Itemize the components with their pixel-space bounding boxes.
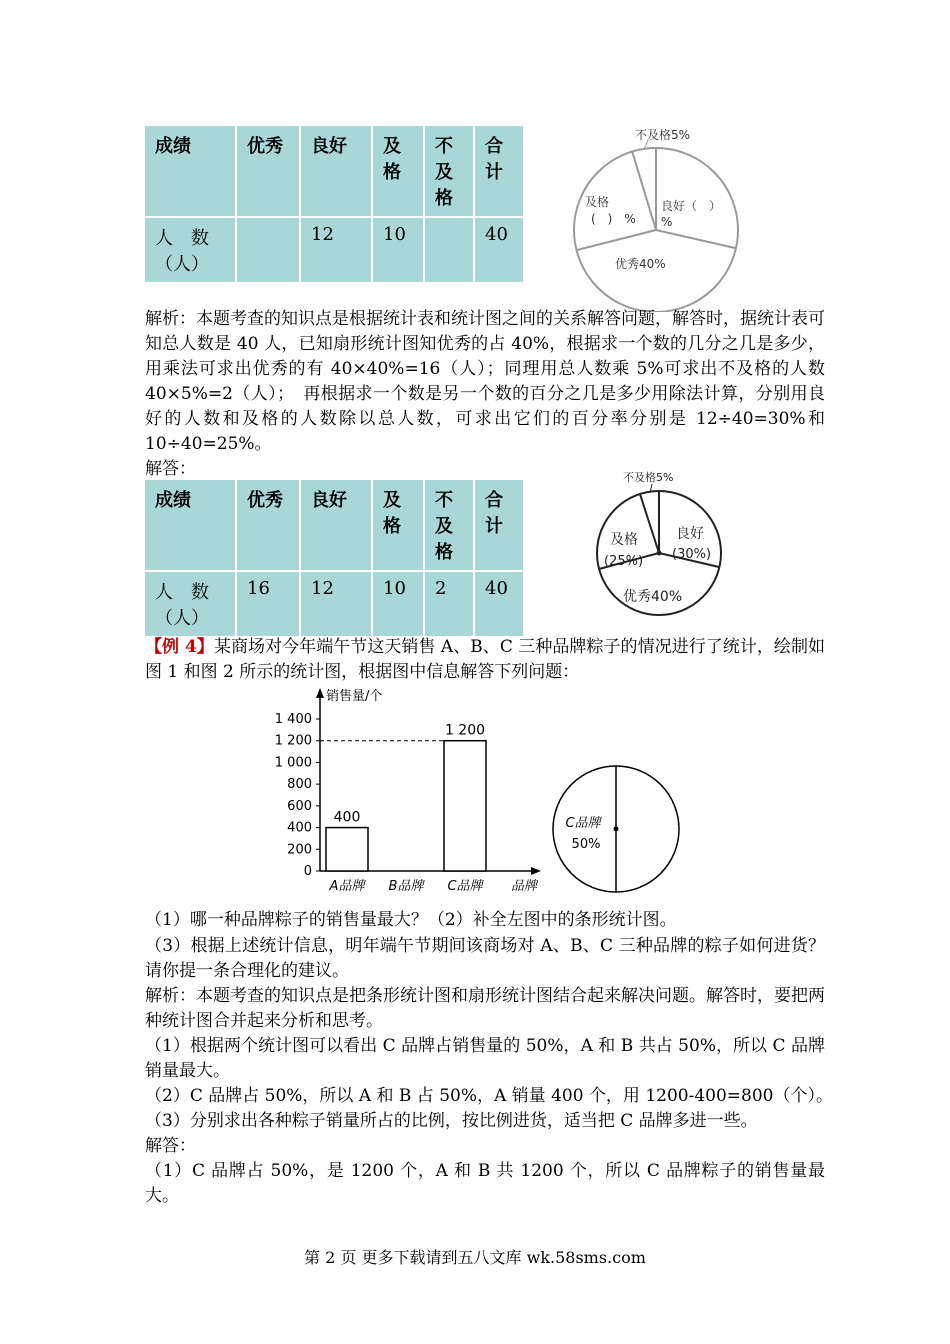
pie-center-dot xyxy=(614,827,619,832)
y-tick-label: 1 200 xyxy=(274,733,312,749)
header-cell: 优秀 xyxy=(236,125,300,217)
table-cell xyxy=(236,217,300,283)
score-table-answer xyxy=(143,478,525,638)
answer-label: 解答： xyxy=(145,1136,196,1156)
y-tick-label: 600 xyxy=(287,798,312,814)
example-4-intro xyxy=(145,635,825,685)
x-tick-label: A品牌 xyxy=(329,879,365,894)
bar-2 xyxy=(444,741,486,871)
analysis-point-2: （2）C 品牌占 50%，所以 A 和 B 占 50%，A 销量 400 个，用 1200-400=800（个）。 xyxy=(145,1086,833,1106)
row-label: 人 数 （人） xyxy=(144,217,236,283)
header-cell: 及 格 xyxy=(372,125,424,217)
header-cell: 及 格 xyxy=(372,479,424,571)
table-cell: 2 xyxy=(424,571,474,637)
pie-label-good: 良好（ ） xyxy=(661,199,722,213)
pie-label-pass: 及格 xyxy=(585,195,610,209)
y-tick-label: 400 xyxy=(287,820,312,836)
table-cell: 40 xyxy=(474,571,524,637)
example-tag: 【例 4】 xyxy=(145,637,214,657)
y-tick-label: 1 000 xyxy=(274,755,312,771)
y-axis-arrow xyxy=(316,688,324,698)
bar-0 xyxy=(326,828,368,871)
analysis-point-1: （1）根据两个统计图可以看出 C 品牌占销售量的 50%，A 和 B 共占 50%，所以 C 品牌销量最大。 xyxy=(145,1036,825,1081)
pie-label-good-value: % xyxy=(661,215,673,229)
table-cell: 10 xyxy=(372,217,424,283)
table-cell xyxy=(424,217,474,283)
pie-chart-question xyxy=(565,122,755,312)
x-axis-title: 品牌 xyxy=(511,879,538,894)
header-cell: 不 及 格 xyxy=(424,479,474,571)
pie-chart-answer xyxy=(590,468,730,628)
question-3: （3）根据上述统计信息，明年端午节期间该商场对 A、B、C 三种品牌的粽子如何进货？ 请你提一条合理化的建议。 xyxy=(145,936,842,981)
page-footer: 第 2 页 更多下载请到五八文库 wk.58sms.com xyxy=(304,1248,646,1267)
table-cell: 12 xyxy=(300,217,372,283)
header-cell: 成绩 xyxy=(144,125,236,217)
pie-label-pass: 及格 xyxy=(610,532,638,548)
header-cell: 优秀 xyxy=(236,479,300,571)
table-cell: 12 xyxy=(300,571,372,637)
score-table-question xyxy=(143,124,525,284)
analysis-paragraph-1: 解析：本题考查的知识点是根据统计表和统计图之间的关系解答问题，解答时，据统计表可知总人数是 40 人，已知扇形统计图知优秀的占 40%，根据求一个数的几分之几是多少，用乘法可求出优秀的有 40×40%=16（人）；同理用总人数乘 5%可求出不及格的人数 40×5%=2（人）； 再根据求一个数是另一个数的百分之几是多少用除法计算，分别用良好的人数和及格的人数除以总人数，可求出它们的百分率分别是 12÷40=30%和 10÷40=25%。 xyxy=(145,309,825,454)
header-cell: 合 计 xyxy=(474,125,524,217)
analysis-intro-2: 解析：本题考查的知识点是把条形统计图和扇形统计图结合起来解决问题。解答时，要把两种统计图合并起来分析和思考。 xyxy=(145,986,825,1031)
pie-slice-label: C品牌 xyxy=(565,816,601,831)
table-cell: 10 xyxy=(372,571,424,637)
pie-label-good-value: (30%) xyxy=(672,547,712,562)
header-cell: 合 计 xyxy=(474,479,524,571)
y-tick-label: 0 xyxy=(303,864,312,879)
pie-chart-brand xyxy=(550,763,685,896)
answer-label: 解答： xyxy=(145,459,196,479)
question-1-2: （1）哪一种品牌粽子的销售量最大？（2）补全左图中的条形统计图。 xyxy=(145,910,677,930)
pie-label-pass-value: ( ) % xyxy=(591,212,636,226)
y-axis-title: 销售量/个 xyxy=(326,689,383,704)
table-cell: 16 xyxy=(236,571,300,637)
header-cell: 不 及 格 xyxy=(424,125,474,217)
analysis-point-3: （3）分别求出各种粽子销量所占的比例，按比例进货，适当把 C 品牌多进一些。 xyxy=(145,1111,758,1131)
pie-label-excellent: 优秀40% xyxy=(623,589,683,605)
pie-label-pass-value: (25%) xyxy=(604,554,644,569)
pie-label-fail: 不及格5% xyxy=(635,128,691,142)
example-text: 某商场对今年端午节这天销售 A、B、C 三种品牌粽子的情况进行了统计，绘制如图 1 和图 2 所示的统计图，根据图中信息解答下列问题： xyxy=(145,637,825,682)
answer-point-1: （1）C 品牌占 50%，是 1200 个，A 和 B 共 1200 个，所以 C 品牌粽子的销售量最大。 xyxy=(145,1161,825,1206)
header-cell: 成绩 xyxy=(144,479,236,571)
header-cell: 良好 xyxy=(300,125,372,217)
pie-slice-value: 50% xyxy=(571,837,601,852)
x-axis-arrow xyxy=(531,867,541,875)
x-tick-label: C品牌 xyxy=(447,879,483,894)
y-tick-label: 200 xyxy=(287,842,312,858)
pie-label-excellent: 优秀40% xyxy=(615,257,666,271)
y-tick-label: 1 400 xyxy=(274,712,312,727)
bar-chart xyxy=(268,684,543,899)
y-tick-label: 800 xyxy=(287,777,312,793)
bar-value-label: 1 200 xyxy=(444,722,486,739)
pie-label-fail: 不及格5% xyxy=(623,471,674,484)
pie-label-good: 良好 xyxy=(676,526,704,542)
bar-value-label: 400 xyxy=(333,809,361,826)
x-tick-label: B品牌 xyxy=(388,879,424,894)
table-cell: 40 xyxy=(474,217,524,283)
header-cell: 良好 xyxy=(300,479,372,571)
row-label: 人 数 （人） xyxy=(144,571,236,637)
